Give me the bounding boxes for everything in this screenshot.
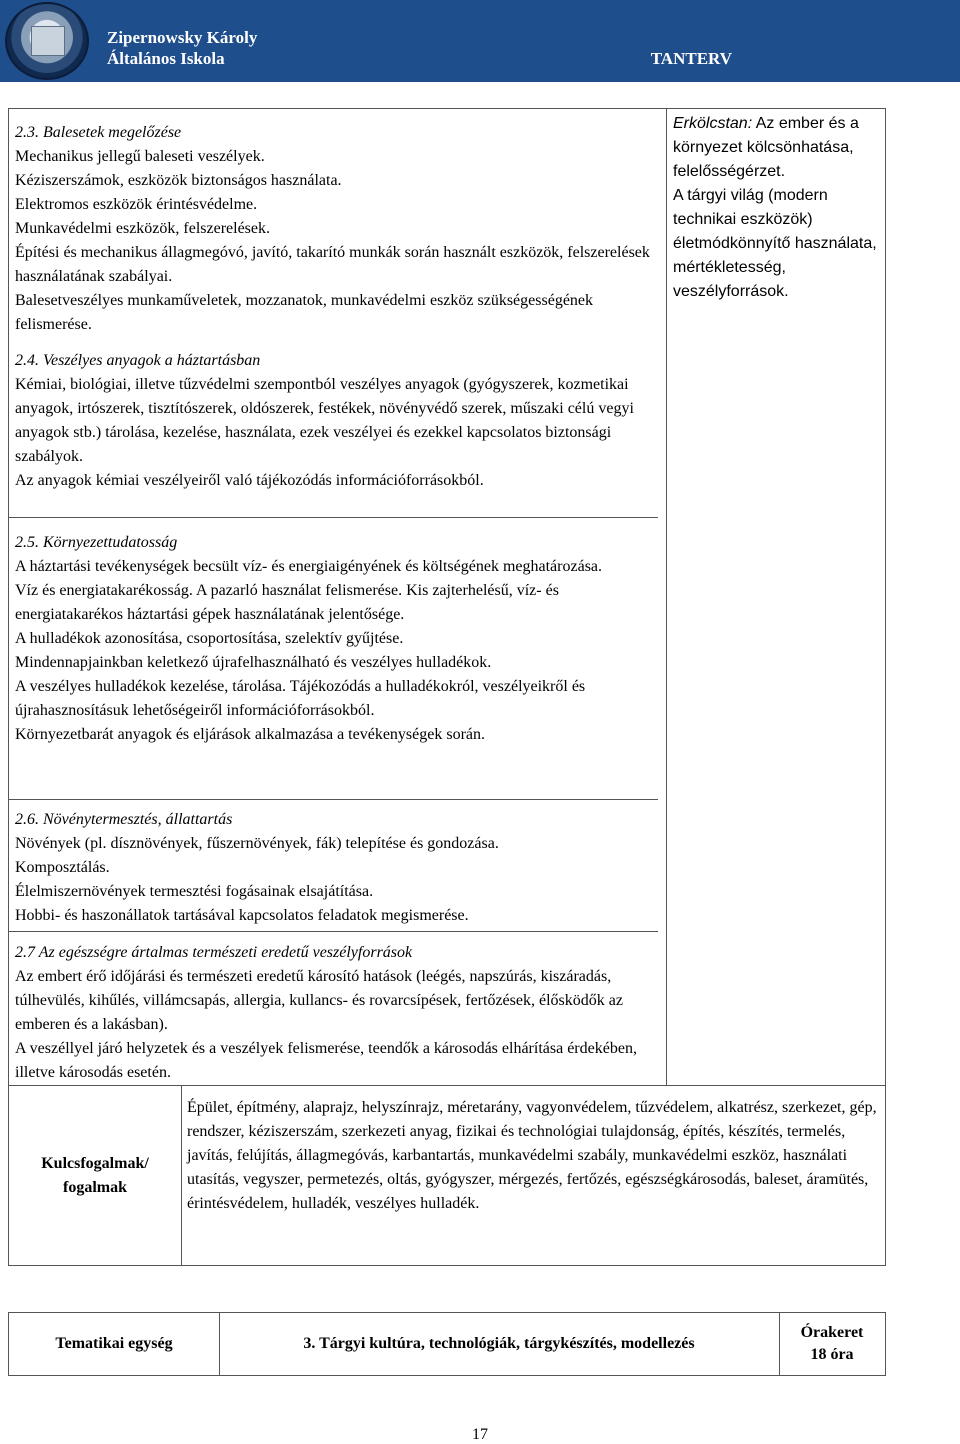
section-line: Kémiai, biológiai, illetve tűzvédelmi szempontból veszélyes anyagok (gyógyszerek, kozmetikai anyagok, irtószerek, tisztítószerek, oldószerek, festékek, növényvédő szerek, műszaki célú vegyi anyagok stb.) tárolása, kezelése, használata, ezek veszélyei és ezekkel kapcsolatos biztonsági szabályok. [15,376,634,465]
section-line: Az anyagok kémiai veszélyeiről való tájékozódás információforrásokból. [15,472,484,489]
note-text-2: A tárgyi világ (modern technikai eszközök) életmódkönnyítő használata, mértékletesség, veszélyforrások. [673,187,877,300]
note-subject: Erkölcstan: [673,115,753,132]
section-2-7 [15,941,660,1085]
section-title: 2.5. Környezettudatosság [15,534,178,551]
section-separator [9,517,658,518]
section-line: Hobbi- és haszonállatok tartásával kapcsolatos feladatok megismerése. [15,907,469,924]
page-number: 17 [472,1426,488,1443]
section-title: 2.7 Az egészségre ártalmas természeti eredetű veszélyforrások [15,944,413,961]
section-line: A hulladékok azonosítása, csoportosítása, szelektív gyűjtése. [15,630,404,647]
keywords-text: Épület, építmény, alaprajz, helyszínrajz, méretarány, vagyonvédelem, tűzvédelem, alkatrész, szerkezet, gép, rendszer, kéziszerszám, szerkezeti anyag, fizikai és technológiai tulajdonság, építés, készítés, termelés, javítás, felújítás, állagmegóvás, karbantartás, munkavédelmi szabály, munkavédelmi eszköz, használati utasítás, vegyszer, permetezés, oltás, gyógyszer, mérgezés, fertőzés, egészségkárosodás, baleset, áramütés, érintésvédelem, hulladék, veszélyes hulladék. [187,1099,877,1212]
thematic-unit-label: Tematikai egység [9,1313,220,1375]
section-line: Elektromos eszközök érintésvédelme. [15,196,258,213]
column-divider [666,109,667,1085]
section-line: Munkavédelmi eszközök, felszerelések. [15,220,271,237]
section-line: Élelmiszernövények termesztési fogásainak elsajátítása. [15,883,374,900]
section-line: Balesetveszélyes munkaműveletek, mozzanatok, munkavédelmi eszköz szükségességének felismerése. [15,292,594,333]
school-name-line1: Zipernowsky Károly [107,28,258,47]
hours-label: Órakeret [800,1324,864,1341]
thematic-unit-table [8,1312,886,1376]
section-line: A veszélyes hulladékok kezelése, tárolása. Tájékozódás a hulladékokról, veszélyeikről és újrahasznosításuk lehetőségeiről információforrásokból. [15,678,586,719]
section-2-4 [15,349,660,493]
section-line: A háztartási tevékenységek becsült víz- és energiaigényének és költségének meghatározása. [15,558,603,575]
hours-value: 18 óra [810,1346,854,1363]
section-line: Az embert érő időjárási és természeti eredetű károsító hatások (leégés, napszúrás, kiszáradás, túlhevülés, kihűlés, villámcsapás, allergia, kullancs- és rovarcsípések, fertőzések, élősködők az emberen és a lakásban). [15,968,623,1033]
section-line: Kéziszerszámok, eszközök biztonságos használata. [15,172,342,189]
school-name-line2: Általános Iskola [107,49,225,68]
doc-type: TANTERV [650,49,732,68]
header-banner [0,0,960,82]
note-text-1: Az ember és a környezet kölcsönhatása, felelősségérzet. [673,115,859,180]
section-2-5 [15,531,660,747]
section-line: Mechanikus jellegű baleseti veszélyek. [15,148,265,165]
section-line: Építési és mechanikus állagmegóvó, javító, takarító munkák során használt eszközök, felszerelések használatának szabályai. [15,244,650,285]
school-name [107,27,257,69]
thematic-unit-title: 3. Tárgyi kultúra, technológiák, tárgykészítés, modellezés [219,1313,780,1375]
section-separator [9,799,658,800]
section-2-6 [15,808,660,928]
section-line: Mindennapjainkban keletkező újrafelhasználható és veszélyes hulladékok. [15,654,492,671]
cross-curricular-note [673,112,883,304]
section-separator [9,931,658,932]
section-line: Víz és energiatakarékosság. A pazarló használat felismerése. Kis zajterhelésű, víz- és energiatakarékos háztartási gépek használatának jelentősége. [15,582,559,623]
keywords-table [8,1086,886,1266]
section-line: Komposztálás. [15,859,110,876]
section-2-3 [15,121,660,337]
section-title: 2.4. Veszélyes anyagok a háztartásban [15,352,261,369]
section-title: 2.3. Balesetek megelőzése [15,124,182,141]
section-line: Környezetbarát anyagok és eljárások alkalmazása a tevékenységek során. [15,726,485,743]
keywords-label: Kulcsfogalmak/ fogalmak [9,1086,182,1265]
content-table [8,108,886,1086]
section-title: 2.6. Növénytermesztés, állattartás [15,811,233,828]
section-line: Növények (pl. dísznövények, fűszernövények, fák) telepítése és gondozása. [15,835,499,852]
school-logo [5,2,89,80]
section-line: A veszéllyel járó helyzetek és a veszélyek felismerése, teendők a károsodás elhárítása érdekében, illetve károsodás esetén. [15,1040,637,1081]
hours-cell [779,1313,885,1375]
